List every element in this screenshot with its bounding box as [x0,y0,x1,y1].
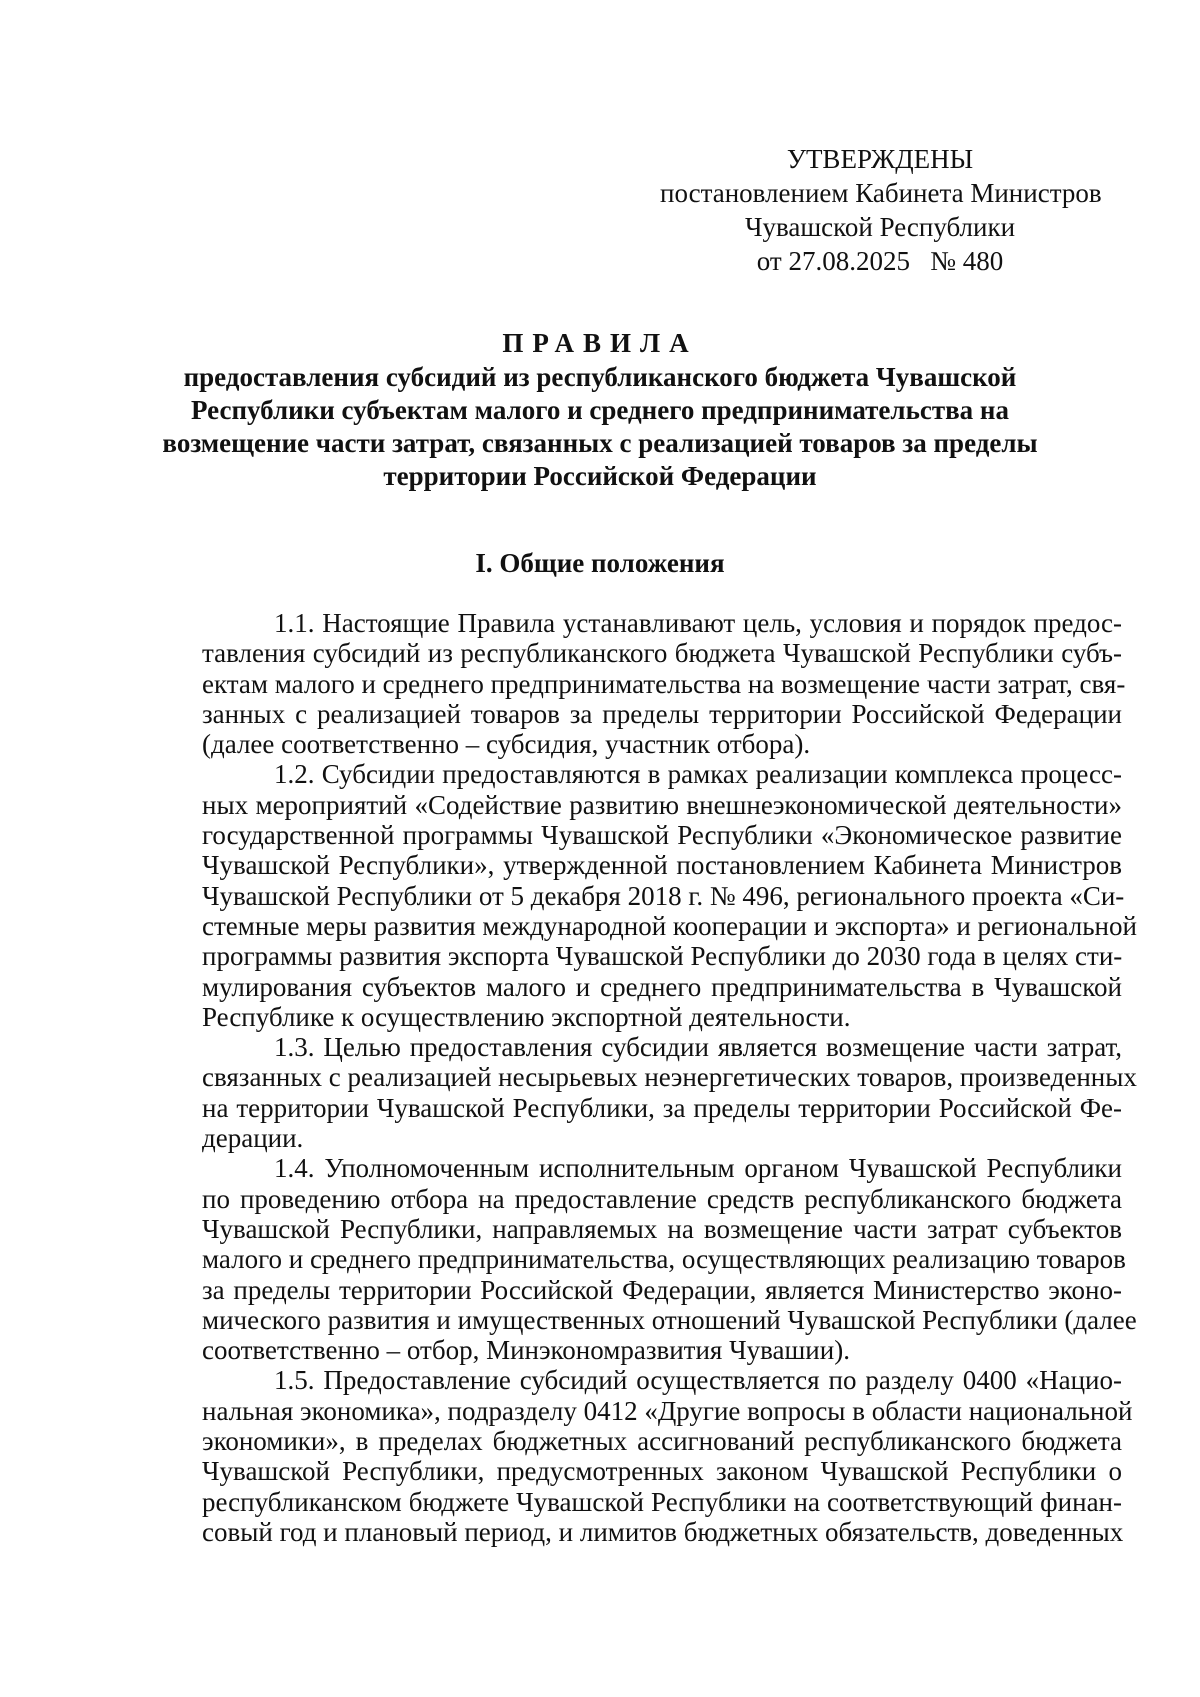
paragraph-line: стемные меры развития международной кооперации и экспорта» и региональной [202,910,1137,941]
paragraph-line: программы развития экспорта Чувашской Республики до 2030 года в целях сти- [202,941,1123,972]
paragraph-line: малого и среднего предпринимательства, осуществляющих реализацию товаров [202,1244,1126,1275]
paragraph-line: республиканском бюджете Чувашской Республики на соответствующий финан- [202,1486,1122,1517]
paragraph-line: государственной программы Чувашской Республики «Экономическое развитие [202,820,1122,851]
title-main: ПРАВИЛА [502,328,698,358]
paragraph-line: связанных с реализацией несырьевых неэнергетических товаров, произведенных [202,1062,1137,1093]
paragraph-line: совый год и плановый период, и лимитов бюджетных обязательств, доведенных [202,1516,1124,1547]
paragraph-line: 1.1. Настоящие Правила устанавливают цель, условия и порядок предос- [274,608,1122,638]
approval-region: Чувашской Республики [744,212,1016,242]
paragraph-line: 1.4. Уполномоченным исполнительным органом Чувашской Республики [274,1153,1122,1184]
paragraph-line: Чувашской Республики, направляемых на возмещение части затрат субъектов [202,1213,1122,1244]
paragraph-line: мулирования субъектов малого и среднего предпринимательства в Чувашской [202,971,1122,1002]
document-title [150,327,1050,493]
paragraph-2 [202,759,1137,1032]
paragraph-line: по проведению отбора на предоставление средств республиканского бюджета [202,1183,1122,1214]
paragraph-line: 1.3. Целью предоставления субсидии является возмещение части затрат, [274,1032,1122,1063]
document-body [202,608,1137,1547]
approval-heading: УТВЕРЖДЕНЫ [786,144,974,174]
paragraph-line: мического развития и имущественных отношений Чувашской Республики (далее [202,1304,1137,1335]
paragraph-line: 1.5. Предоставление субсидий осуществляется по разделу 0400 «Нацио- [274,1365,1122,1396]
paragraph-5 [202,1365,1133,1547]
paragraph-1 [202,608,1126,760]
paragraph-line: Чувашской Республики, предусмотренных законом Чувашской Республики о [202,1456,1122,1487]
approval-stamp [660,142,1100,278]
paragraph-line: Республике к осуществлению экспортной деятельности. [202,1001,851,1032]
title-subtitle-line: предоставления субсидий из республиканского бюджета Чувашской [183,362,1017,392]
paragraph-line: экономики», в пределах бюджетных ассигнований республиканского бюджета [202,1426,1122,1457]
paragraph-line: Чувашской Республики от 5 декабря 2018 г. № 496, регионального проекта «Си- [202,880,1125,911]
paragraph-line: дерации. [202,1123,304,1154]
paragraph-line: занных с реализацией товаров за пределы территории Российской Федерации [202,698,1122,729]
title-subtitle-line: территории Российской Федерации [383,461,817,491]
approval-authority: постановлением Кабинета Министров [660,178,1102,208]
paragraph-line: Чувашской Республики», утвержденной постановлением Кабинета Министров [202,850,1122,881]
paragraph-3 [202,1032,1137,1154]
paragraph-line: ектам малого и среднего предпринимательства на возмещение части затрат, свя- [202,668,1126,699]
paragraph-line: ных мероприятий «Содействие развитию внешнеэкономической деятельности» [202,789,1122,820]
paragraph-line: на территории Чувашской Республики, за пределы территории Российской Фе- [202,1092,1122,1123]
title-subtitle-line: Республики субъектам малого и среднего предпринимательства на [191,395,1009,425]
section-heading: I. Общие положения [475,548,725,578]
title-subtitle-line: возмещение части затрат, связанных с реализацией товаров за пределы [162,428,1038,458]
paragraph-line: за пределы территории Российской Федерации, является Министерство эконо- [202,1274,1122,1305]
approval-date-number: от 27.08.2025 № 480 [756,246,1004,276]
paragraph-line: соответственно – отбор, Минэкономразвития Чувашии). [202,1335,850,1366]
paragraph-line: тавления субсидий из республиканского бюджета Чувашской Республики субъ- [202,638,1122,669]
paragraph-4 [202,1153,1137,1366]
paragraph-line: (далее соответственно – субсидия, участник отбора). [202,729,811,760]
paragraph-line: нальная экономика», подразделу 0412 «Другие вопросы в области национальной [202,1395,1133,1426]
paragraph-line: 1.2. Субсидии предоставляются в рамках реализации комплекса процесс- [274,759,1122,790]
